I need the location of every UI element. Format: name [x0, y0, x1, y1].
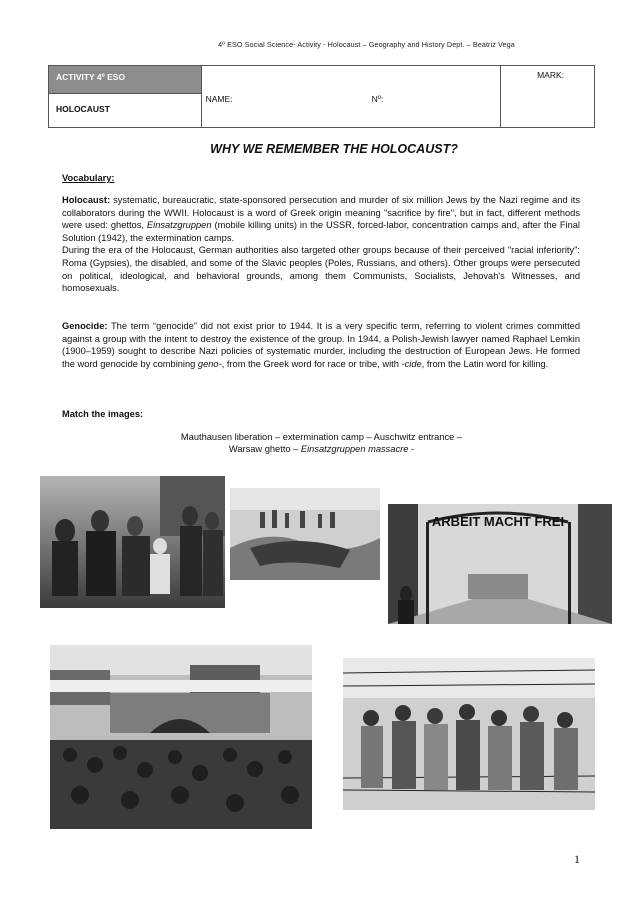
genocide-term: Genocide:	[62, 321, 108, 331]
photo-warsaw-ghetto	[40, 476, 225, 608]
holocaust-italic: Einsatzgruppen	[146, 220, 212, 231]
holocaust-text-3: During the era of the Holocaust, German authorities also targeted other groups because of their perceived "racial inferiority": Roma (Gypsies), the disabled, and some of the Slavic peoples (Poles, Russians, and others). Other groups were persecuted on political, ideological, and behavioral grounds, among them Communists, Socialists, Jehovah's Witnesses, and homosexuals.	[62, 245, 580, 294]
name-cell[interactable]	[201, 66, 501, 128]
name-label: NAME:	[205, 94, 233, 104]
photo-auschwitz-entrance	[388, 504, 612, 624]
genocide-text-1: The term “genocide” did not exist prior to 1944. It is a very specific term, referring to violent crimes committed against a group with the intent to destroy the existence of the group. In 1944, a Polish-Jewish lawyer named Raphael Lemkin (1900–1959) sought to describe Nazi policies of systematic murder, including the destruction of European Jews. He formed the word genocide by combining	[62, 321, 580, 369]
page-number: 1	[574, 852, 580, 866]
genocide-italic-1: geno-	[197, 358, 222, 369]
match-options-line-1: Mauthausen liberation – extermination camp – Auschwitz entrance –	[180, 432, 463, 442]
photo-camp-image	[343, 658, 595, 810]
match-option-end: -	[408, 444, 415, 454]
student-info-table	[48, 65, 595, 128]
genocide-text-2: , from the Greek word for race or tribe, with	[221, 358, 402, 369]
match-option-text: Warsaw ghetto –	[228, 444, 301, 454]
match-heading	[62, 408, 580, 421]
page-title: WHY WE REMEMBER THE HOLOCAUST?	[210, 142, 458, 156]
match-option-italic: Einsatzgruppen massacre	[300, 444, 409, 454]
photo-auschwitz-image	[388, 504, 612, 624]
vocabulary-heading	[62, 172, 580, 185]
number-label: Nº:	[371, 94, 384, 104]
photo-massacre-image	[230, 488, 380, 580]
photo-warsaw-ghetto-image	[40, 476, 225, 608]
photo-extermination-camp	[343, 658, 595, 810]
mark-label: MARK:	[537, 70, 564, 80]
genocide-text-3: , from the Latin word for killing.	[421, 358, 549, 369]
photo-einsatzgruppen-massacre	[230, 488, 380, 580]
holocaust-text-1: systematic, bureaucratic, state-sponsored persecution and murder of six million Jews by the Nazi regime and its collaborators during the WWII. Holocaust is a word of Greek origin meaning "sacrifice by fire", but in fact, different methods were used: ghettos,	[62, 195, 580, 231]
holocaust-text-2: (mobile killing units) in the USSR, forced-labor, concentration camps and, after the Final Solution (1942), the extermination camps.	[62, 220, 580, 243]
topic-cell: HOLOCAUST	[49, 94, 202, 128]
holocaust-term: Holocaust:	[62, 195, 111, 205]
photo-mauthausen-liberation	[50, 645, 312, 829]
arbeit-macht-frei-sign: ARBEIT MACHT FREI	[431, 514, 565, 529]
match-heading-text: Match the images:	[62, 409, 144, 419]
vocabulary-heading-text: Vocabulary:	[62, 173, 115, 183]
genocide-paragraph	[62, 320, 580, 370]
match-options-line-2	[0, 444, 638, 454]
holocaust-paragraph	[62, 194, 580, 295]
mark-cell[interactable]	[501, 66, 595, 128]
genocide-italic-2: -cide	[401, 358, 422, 369]
photo-mauthausen-image	[50, 645, 312, 829]
page-header: 4º ESO Social Science- Activity - Holocaust – Geography and History Dept. – Beatriz Vega	[218, 40, 515, 49]
activity-cell: ACTIVITY 4º ESO	[49, 66, 202, 94]
